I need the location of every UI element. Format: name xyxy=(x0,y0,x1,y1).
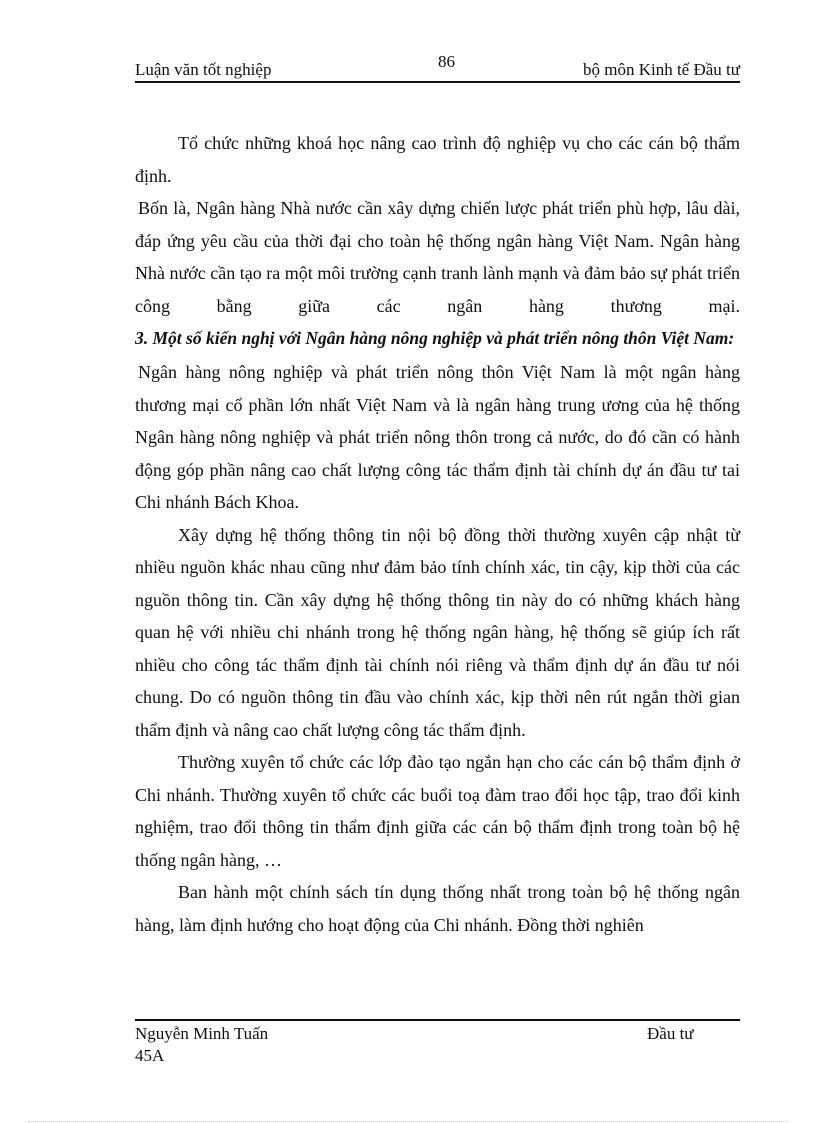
page-header xyxy=(135,46,740,82)
header-department: bộ môn Kinh tế Đầu tư xyxy=(582,60,740,79)
footer-author: Nguyễn Minh Tuấn xyxy=(135,1024,269,1043)
header-divider xyxy=(135,81,740,83)
header-thesis-title: Luận văn tốt nghiệp xyxy=(135,60,272,79)
footer-divider xyxy=(135,1019,740,1021)
paragraph: Tổ chức những khoá học nâng cao trình độ nghiệp vụ cho các cán bộ thẩm định. xyxy=(135,133,740,186)
footer-class: 45A xyxy=(135,1046,165,1065)
section-heading: 3. Một số kiến nghị với Ngân hàng nông nghiệp và phát triển nông thôn Việt Nam: xyxy=(135,328,735,348)
page-edge-dots xyxy=(28,1121,788,1122)
paragraph: Xây dựng hệ thống thông tin nội bộ đồng thời thường xuyên cập nhật từ nhiều nguồn khác nhau cũng như đảm bảo tính chính xác, tin cậy, kịp thời của các nguồn thông tin. Cần xây dựng hệ thống thông tin này do có những khách hàng quan hệ với nhiều chi nhánh trong hệ thống ngân hàng, hệ thống sẽ giúp ích rất nhiều cho công tác thẩm định tài chính nói riêng và thẩm định dự án đầu tư nói chung. Do có nguồn thông tin đầu vào chính xác, kịp thời nên rút ngắn thời gian thẩm định và nâng cao chất lượng công tác thẩm định. xyxy=(135,524,740,740)
paragraph: Ban hành một chính sách tín dụng thống nhất trong toàn bộ hệ thống ngân hàng, làm định hướng cho hoạt động của Chi nhánh. Đồng thời nghiên xyxy=(135,882,740,935)
paragraph: Thường xuyên tổ chức các lớp đào tạo ngắn hạn cho các cán bộ thẩm định ở Chi nhánh. Thường xuyên tổ chức các buổi toạ đàm trao đổi học tập, trao đổi kinh nghiệm, trao đổi thông tin thẩm định giữa các cán bộ thẩm định trong toàn bộ hệ thống ngân hàng, … xyxy=(135,752,740,870)
document-body xyxy=(135,127,740,941)
footer-department: Đầu tư xyxy=(647,1024,694,1043)
paragraph: Ngân hàng nông nghiệp và phát triển nông thôn Việt Nam là một ngân hàng thương mại cổ phần lớn nhất Việt Nam và là ngân hàng trung ương của hệ thống Ngân hàng nông nghiệp và phát triển nông thôn trong cả nước, do đó cần có hành động góp phần nâng cao chất lượng công tác thẩm định tài chính dự án đầu tư tai Chi nhánh Bách Khoa. xyxy=(135,362,740,512)
page-number: 86 xyxy=(438,52,455,71)
paragraph: Bốn là, Ngân hàng Nhà nước cần xây dựng chiến lược phát triển phù hợp, lâu dài, đáp ứng yêu cầu của thời đại cho toàn hệ thống ngân hàng Việt Nam. Ngân hàng Nhà nước cần tạo ra một môi trường cạnh tranh lành mạnh và đảm bảo sự phát triển công bằng giữa các ngân hàng thương mại. xyxy=(135,198,740,316)
